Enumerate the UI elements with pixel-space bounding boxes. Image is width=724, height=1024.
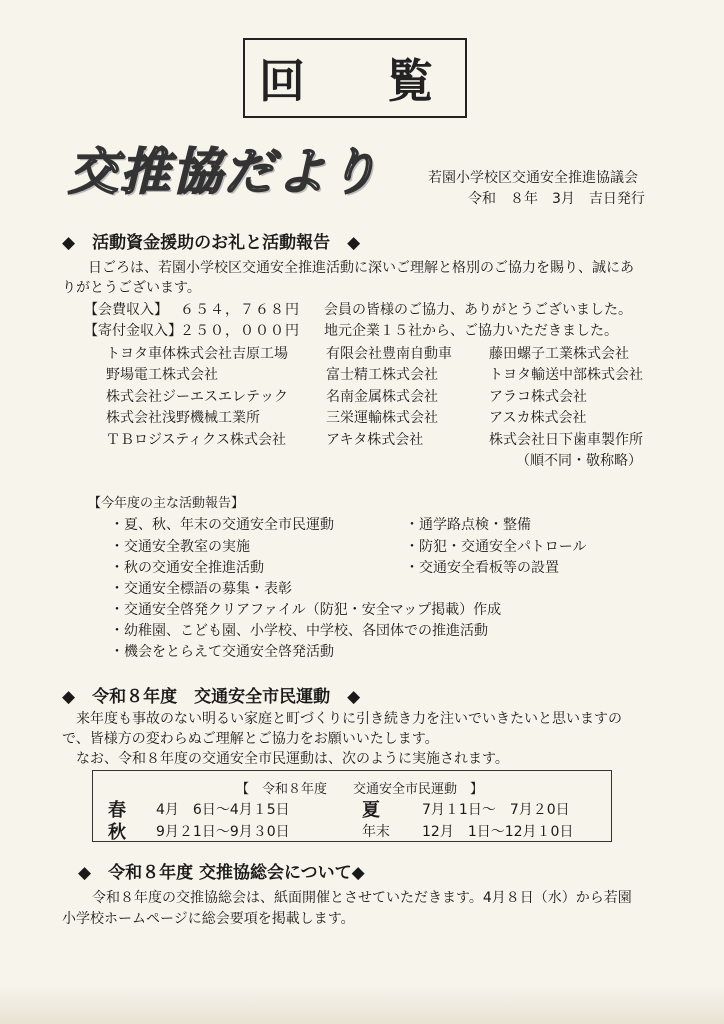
company-name: 株式会社日下歯車製作所 (489, 432, 643, 448)
order-note: （順不同・敬称略） (516, 453, 642, 469)
fee-note: 会員の皆様のご協力、ありがとうございました。 (324, 302, 632, 318)
company-name: 株式会社浅野機械工業所 (106, 410, 260, 426)
summer-label: 夏 (362, 800, 380, 821)
schedule-title: 【 令和８年度 交通安全市民運動 】 (236, 782, 484, 797)
spring-dates: 4月 6日～4月１5日 (156, 802, 290, 818)
section2-line2: で、皆様方の変わらぬご理解とご協力をお願いいたします。 (62, 731, 439, 747)
summer-dates: 7月１1日～ 7月２0日 (422, 802, 570, 818)
company-name: アラコ株式会社 (489, 389, 587, 405)
issue-date: 令和 ８年 3月 吉日発行 (468, 191, 645, 207)
company-name: アスカ株式会社 (489, 410, 587, 426)
yearend-label: 年末 (362, 824, 390, 840)
activity-item: ・交通安全標語の募集・表彰 (110, 581, 292, 597)
activity-item: ・交通安全教室の実施 (110, 539, 250, 555)
spring-label: 春 (108, 800, 126, 821)
section3-line2: 小学校ホームページに総会要項を掲載します。 (62, 911, 355, 927)
activity-item: ・秋の交通安全推進活動 (110, 560, 264, 576)
autumn-label: 秋 (108, 822, 126, 843)
company-name: 三栄運輸株式会社 (326, 410, 438, 426)
yearend-dates: 12月 1日～12月１0日 (422, 824, 574, 840)
company-name: トヨタ車体株式会社吉原工場 (106, 346, 288, 362)
section2-line3: なお、令和８年度の交通安全市民運動は、次のように実施されます。 (76, 751, 509, 767)
organization-name: 若園小学校区交通安全推進協議会 (428, 170, 638, 186)
report-heading: 【今年度の主な活動報告】 (88, 496, 245, 511)
company-name: トヨタ輸送中部株式会社 (489, 367, 643, 383)
activity-item: ・夏、秋、年末の交通安全市民運動 (110, 517, 334, 533)
activity-item: ・機会をとらえて交通安全啓発活動 (110, 644, 334, 660)
activity-item: ・交通安全看板等の設置 (405, 560, 559, 576)
section3-heading: ◆ 令和８年度 交推協総会について◆ (78, 863, 365, 883)
company-name: 野場電工株式会社 (106, 367, 218, 383)
activity-item: ・通学路点検・整備 (405, 517, 531, 533)
section1-intro-line2: りがとうございます。 (62, 280, 201, 296)
activity-item: ・防犯・交通安全パトロール (405, 539, 587, 555)
fee-label: 【会費収入】 (84, 302, 168, 318)
activity-item: ・交通安全啓発クリアファイル（防犯・安全マップ掲載）作成 (110, 602, 502, 618)
company-name: ＴＢロジスティクス株式会社 (106, 432, 287, 448)
donation-note: 地元企業１５社から、ご協力いただきました。 (324, 323, 618, 339)
autumn-dates: 9月２1日～9月３0日 (156, 824, 290, 840)
kairan-box (243, 38, 467, 118)
section1-heading: ◆ 活動資金援助のお礼と活動報告 ◆ (62, 233, 361, 253)
donation-amount: ２５０，０００円 (180, 323, 300, 339)
fee-amount: ６５４，７６８円 (180, 302, 300, 318)
company-name: 藤田螺子工業株式会社 (489, 346, 629, 362)
section3-line1: 令和８年度の交推協総会は、紙面開催とさせていただきます。4月８日（水）から若園 (92, 890, 632, 906)
company-name: 有限会社豊南自動車 (326, 346, 452, 362)
company-name: 名南金属株式会社 (326, 389, 438, 405)
company-name: 株式会社ジーエスエレテック (106, 389, 288, 405)
activity-item: ・幼稚園、こども園、小学校、中学校、各団体での推進活動 (110, 623, 488, 639)
company-name: アキタ株式会社 (326, 432, 424, 448)
kairan-label: 回 覧 (259, 54, 451, 108)
section1-intro-line1: 日ごろは、若園小学校区交通安全推進活動に深いご理解と格別のご協力を賜り、誠にあ (88, 260, 634, 276)
donation-label: 【寄付金収入】 (84, 323, 182, 339)
newsletter-title: 交推協だより (68, 143, 380, 201)
company-name: 富士精工株式会社 (326, 367, 438, 383)
section2-line1: 来年度も事故のない明るい家庭と町づくりに引き続き力を注いでいきたいと思いますの (76, 711, 622, 727)
paper-stain (0, 985, 724, 1024)
section2-heading: ◆ 令和８年度 交通安全市民運動 ◆ (62, 687, 361, 707)
